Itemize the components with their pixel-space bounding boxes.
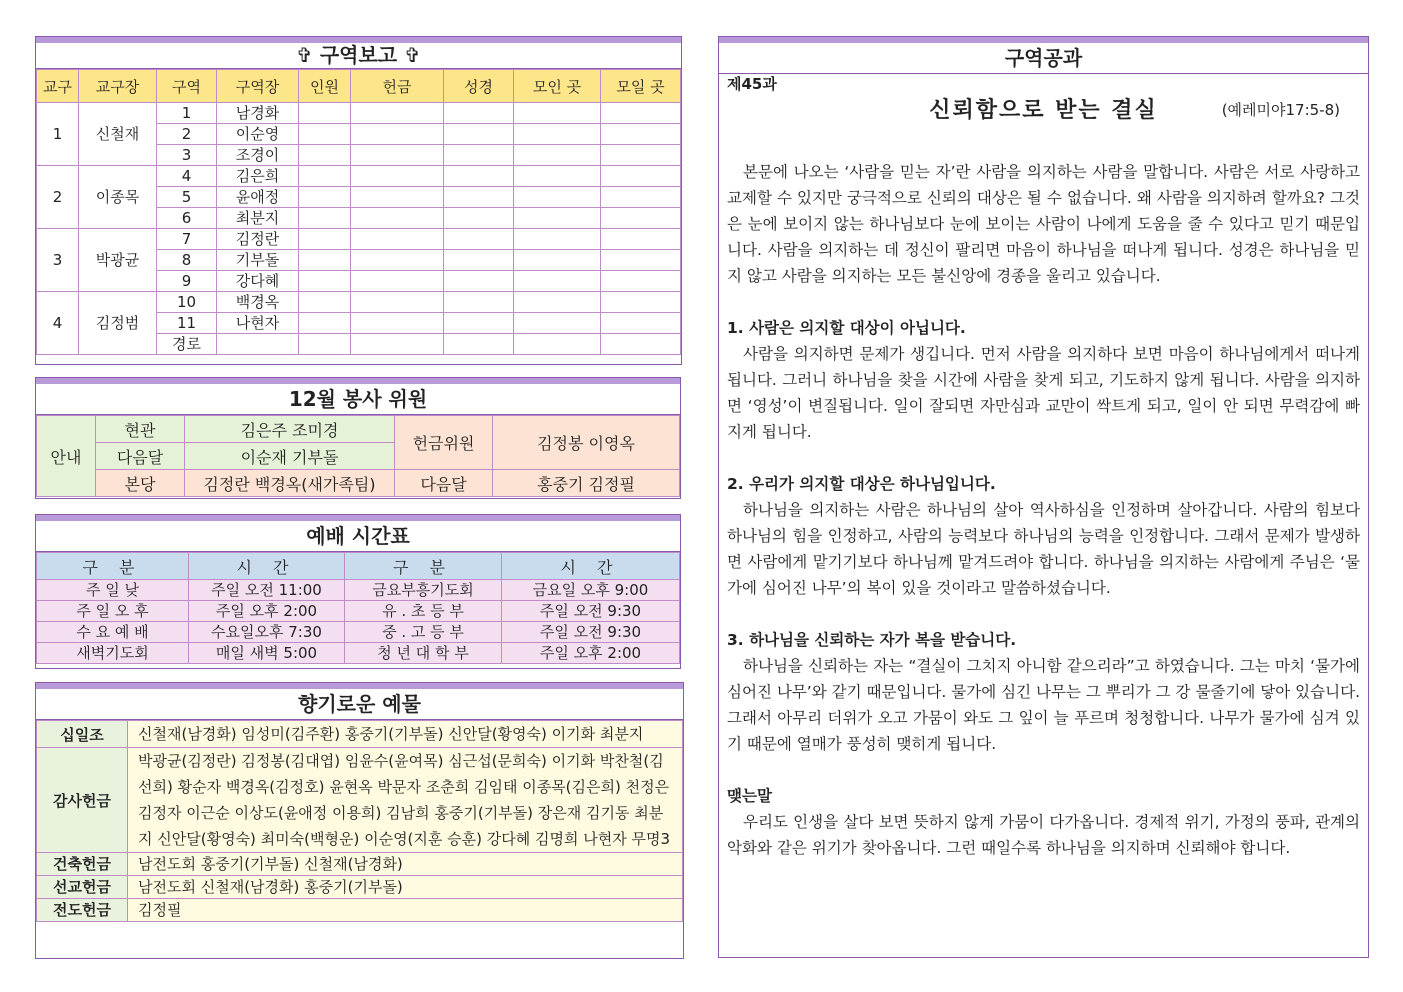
worship-schedule-title: 예배 시간표 (36, 521, 680, 552)
table-header-row (37, 553, 680, 580)
bible-cell[interactable] (444, 313, 514, 334)
service-name: 주 일 오 후 (37, 601, 189, 622)
header-cell: 시 간 (502, 553, 680, 580)
zone-number: 6 (157, 208, 217, 229)
table-header-row (37, 70, 681, 103)
zone-leader: 백경옥 (217, 292, 299, 313)
table-row (37, 899, 683, 922)
zone-leader: 남경화 (217, 103, 299, 124)
zone-number: 1 (157, 103, 217, 124)
table-row (37, 580, 680, 601)
district-report-title: ✞ 구역보고 ✞ (36, 43, 681, 69)
bible-cell[interactable] (444, 145, 514, 166)
service-name: 수 요 예 배 (37, 622, 189, 643)
attendance-cell[interactable] (299, 250, 351, 271)
header-cell: 구 분 (345, 553, 502, 580)
met-place-cell[interactable] (514, 145, 601, 166)
zone-leader: 강다혜 (217, 271, 299, 292)
offering-type: 감사헌금 (37, 748, 128, 853)
header-cell: 구 분 (37, 553, 189, 580)
section-heading: 2. 우리가 의지할 대상은 하나님입니다. (727, 475, 996, 493)
zone-leader (217, 334, 299, 355)
offering-names: 신철재(남경화) 임성미(김주환) 홍중기(기부돌) 신안달(황영숙) 이기화 최분지 (128, 721, 683, 748)
attendance-cell[interactable] (299, 208, 351, 229)
service-time: 주일 오전 9:30 (502, 601, 680, 622)
zone-leader: 김은희 (217, 166, 299, 187)
table-row (37, 292, 681, 313)
header-cell: 헌금 (351, 70, 444, 103)
header-cell: 모인 곳 (514, 70, 601, 103)
offering-type: 전도헌금 (37, 899, 128, 922)
offering-cell[interactable] (351, 250, 444, 271)
zone-leader: 기부돌 (217, 250, 299, 271)
next-place-cell[interactable] (601, 145, 681, 166)
bible-cell[interactable] (444, 334, 514, 355)
service-time: 금요일 오후 9:00 (502, 580, 680, 601)
table-row (37, 229, 681, 250)
offering-cell[interactable] (351, 208, 444, 229)
next-place-cell[interactable] (601, 313, 681, 334)
table-row (37, 643, 680, 664)
offering-type: 십일조 (37, 721, 128, 748)
table-row (37, 103, 681, 124)
guide-label: 안내 (37, 416, 96, 497)
section-heading: 1. 사람은 의지할 대상이 아닙니다. (727, 319, 966, 337)
zone-number: 8 (157, 250, 217, 271)
role-label: 본당 (96, 470, 185, 497)
parish-number: 4 (37, 292, 79, 355)
offering-cell[interactable] (351, 103, 444, 124)
offering-committee-label: 헌금위원 (395, 416, 493, 470)
table-row (37, 166, 681, 187)
district-report-panel (35, 36, 682, 365)
zone-number: 10 (157, 292, 217, 313)
bible-cell[interactable] (444, 124, 514, 145)
member-names: 이순재 기부돌 (185, 443, 395, 470)
zone-number: 3 (157, 145, 217, 166)
lesson-title: 신뢰함으로 받는 결실 (929, 98, 1158, 123)
bible-cell[interactable] (444, 103, 514, 124)
zone-leader: 김정란 (217, 229, 299, 250)
header-cell: 교구장 (79, 70, 157, 103)
zone-number: 7 (157, 229, 217, 250)
service-committee-panel (35, 377, 681, 499)
bible-cell[interactable] (444, 166, 514, 187)
attendance-cell[interactable] (299, 271, 351, 292)
role-label: 현관 (96, 416, 185, 443)
offering-type: 선교헌금 (37, 876, 128, 899)
parish-number: 2 (37, 166, 79, 229)
offerings-table (36, 720, 683, 922)
member-names: 김은주 조미경 (185, 416, 395, 443)
attendance-cell[interactable] (299, 292, 351, 313)
next-place-cell[interactable] (601, 103, 681, 124)
next-place-cell[interactable] (601, 208, 681, 229)
header-cell: 모일 곳 (601, 70, 681, 103)
offering-names: 박광균(김정란) 김정봉(김대엽) 임윤수(윤여목) 심근섭(문희숙) 이기화 박찬철(김선희) 황순자 백경옥(김정호) 윤현옥 박문자 조춘희 김임태 이종목(김은희) 천정은 김정자 이근순 이상도(윤애정 이용희) 김남희 홍중기(기부돌) 장은재 김기동 최분지 신안달(황영숙) 최미숙(백형운) 이순영(지훈 승훈) 강다혜 김명희 나현자 무명3 (128, 748, 683, 853)
zone-number: 9 (157, 271, 217, 292)
bible-cell[interactable] (444, 187, 514, 208)
met-place-cell[interactable] (514, 103, 601, 124)
offering-cell[interactable] (351, 271, 444, 292)
parish-leader: 신철재 (79, 103, 157, 166)
attendance-cell[interactable] (299, 313, 351, 334)
district-lesson-panel (718, 36, 1369, 958)
district-report-table (36, 69, 681, 355)
service-time: 수요일오후 7:30 (189, 622, 345, 643)
table-row (37, 748, 683, 853)
next-place-cell[interactable] (601, 292, 681, 313)
next-place-cell[interactable] (601, 334, 681, 355)
offering-cell[interactable] (351, 229, 444, 250)
service-committee-table (36, 415, 680, 497)
bible-cell[interactable] (444, 250, 514, 271)
next-place-cell[interactable] (601, 166, 681, 187)
offerings-panel (35, 682, 684, 959)
header-cell: 구역장 (217, 70, 299, 103)
member-names: 김정란 백경옥(새가족팀) (185, 470, 395, 497)
service-name: 중 . 고 등 부 (345, 622, 502, 643)
met-place-cell[interactable] (514, 166, 601, 187)
service-time: 주일 오전 9:30 (502, 622, 680, 643)
header-cell: 성경 (444, 70, 514, 103)
offering-cell[interactable] (351, 124, 444, 145)
next-place-cell[interactable] (601, 250, 681, 271)
met-place-cell[interactable] (514, 208, 601, 229)
offering-names: 김정필 (128, 899, 683, 922)
zone-leader: 최분지 (217, 208, 299, 229)
attendance-cell[interactable] (299, 166, 351, 187)
next-month-label: 다음달 (395, 470, 493, 497)
service-committee-title: 12월 봉사 위원 (36, 384, 680, 415)
service-time: 주일 오후 2:00 (502, 643, 680, 664)
bible-cell[interactable] (444, 229, 514, 250)
table-row (37, 601, 680, 622)
service-time: 주일 오후 2:00 (189, 601, 345, 622)
closing-heading: 맺는말 (727, 787, 772, 805)
section-paragraph: 하나님을 신뢰하는 자는 “결실이 그치지 아니함 같으리라”고 하였습니다. 그는 마치 ‘물가에 심어진 나무’와 같기 때문입니다. 물가에 심긴 나무는 그 뿌리가 그 강 물줄기에 닿아 있습니다. 그래서 아무리 더위가 오고 가뭄이 와도 그 잎이 늘 푸르며 청청합니다. 나무가 물가에 심겨 있기 때문에 열매가 풍성히 맺히게 됩니다. (727, 657, 1360, 753)
service-name: 주 일 낮 (37, 580, 189, 601)
next-place-cell[interactable] (601, 229, 681, 250)
offering-cell[interactable] (351, 334, 444, 355)
met-place-cell[interactable] (514, 250, 601, 271)
scripture-reference: (예레미야17:5-8) (1221, 101, 1340, 119)
service-time: 주일 오전 11:00 (189, 580, 345, 601)
next-month-names: 홍중기 김정필 (493, 470, 680, 497)
lesson-body (727, 159, 1360, 887)
parish-leader: 이종목 (79, 166, 157, 229)
table-row (37, 622, 680, 643)
section-heading: 3. 하나님을 신뢰하는 자가 복을 받습니다. (727, 631, 1017, 649)
offering-cell[interactable] (351, 166, 444, 187)
parish-leader: 김정범 (79, 292, 157, 355)
bible-cell[interactable] (444, 292, 514, 313)
met-place-cell[interactable] (514, 124, 601, 145)
met-place-cell[interactable] (514, 229, 601, 250)
worship-schedule-panel (35, 514, 681, 669)
header-cell: 구역 (157, 70, 217, 103)
header-cell: 교구 (37, 70, 79, 103)
bible-cell[interactable] (444, 271, 514, 292)
parish-number: 1 (37, 103, 79, 166)
zone-number: 2 (157, 124, 217, 145)
parish-number: 3 (37, 229, 79, 292)
zone-leader: 조경이 (217, 145, 299, 166)
service-time: 매일 새벽 5:00 (189, 643, 345, 664)
attendance-cell[interactable] (299, 145, 351, 166)
offering-committee-names: 김정봉 이영옥 (493, 416, 680, 470)
zone-number: 경로 (157, 334, 217, 355)
met-place-cell[interactable] (514, 187, 601, 208)
attendance-cell[interactable] (299, 187, 351, 208)
attendance-cell[interactable] (299, 124, 351, 145)
offering-cell[interactable] (351, 313, 444, 334)
service-name: 새벽기도회 (37, 643, 189, 664)
parish-leader: 박광균 (79, 229, 157, 292)
zone-leader: 이순영 (217, 124, 299, 145)
service-name: 청 년 대 학 부 (345, 643, 502, 664)
table-row (37, 853, 683, 876)
met-place-cell[interactable] (514, 313, 601, 334)
table-row (37, 470, 680, 497)
attendance-cell[interactable] (299, 229, 351, 250)
service-name: 금요부흥기도회 (345, 580, 502, 601)
offerings-title: 향기로운 예물 (36, 689, 683, 720)
closing-paragraph: 우리도 인생을 살다 보면 뜻하지 않게 가뭄이 다가옵니다. 경제적 위기, 가정의 풍파, 관계의 악화와 같은 위기가 찾아옵니다. 그런 때일수록 하나님을 의지하며 신뢰해야 합니다. (727, 813, 1360, 857)
table-row (37, 876, 683, 899)
lesson-number: 제45과 (727, 75, 777, 93)
offering-cell[interactable] (351, 145, 444, 166)
table-row (37, 416, 680, 443)
offering-cell[interactable] (351, 292, 444, 313)
header-cell: 인원 (299, 70, 351, 103)
role-label: 다음달 (96, 443, 185, 470)
worship-schedule-table (36, 552, 680, 664)
offering-names: 남전도회 홍중기(기부돌) 신철재(남경화) (128, 853, 683, 876)
table-row (37, 721, 683, 748)
next-place-cell[interactable] (601, 124, 681, 145)
met-place-cell[interactable] (514, 271, 601, 292)
service-name: 유 . 초 등 부 (345, 601, 502, 622)
zone-leader: 윤애정 (217, 187, 299, 208)
district-lesson-title: 구역공과 (719, 43, 1368, 74)
offering-type: 건축헌금 (37, 853, 128, 876)
attendance-cell[interactable] (299, 103, 351, 124)
offering-names: 남전도회 신철재(남경화) 홍중기(기부돌) (128, 876, 683, 899)
intro-paragraph: 본문에 나오는 ‘사람을 믿는 자’란 사람을 의지하는 사람을 말합니다. 사람은 서로 사랑하고 교제할 수 있지만 궁극적으로 신뢰의 대상은 될 수 없습니다. 왜 사람을 의지하려 할까요? 그것은 눈에 보이지 않는 하나님보다 눈에 보이는 사람이 나에게 도움을 줄 수 있다고 믿기 때문입니다. 사람을 의지하는 데 정신이 팔리면 마음이 하나님을 떠나게 됩니다. 성경은 하나님을 믿지 않고 사람을 의지하는 모든 불신앙에 경종을 울리고 있습니다. (727, 163, 1360, 285)
zone-number: 4 (157, 166, 217, 187)
zone-number: 11 (157, 313, 217, 334)
header-cell: 시 간 (189, 553, 345, 580)
section-paragraph: 사람을 의지하면 문제가 생깁니다. 먼저 사람을 의지하다 보면 마음이 하나님에게서 떠나게 됩니다. 그러니 하나님을 찾을 시간에 사람을 찾게 되고, 기도하지 않게 됩니다. 사람을 의지하면 ‘영성’이 변질됩니다. 일이 잘되면 자만심과 교만이 싹트게 되고, 일이 안 되면 무력감에 빠지게 됩니다. (727, 345, 1360, 441)
section-paragraph: 하나님을 의지하는 사람은 하나님의 살아 역사하심을 인정하며 살아갑니다. 사람의 힘보다 하나님의 힘을 인정하고, 사람의 능력보다 하나님의 능력을 인정합니다. 그래서 문제가 발생하면 사람에게 맡기기보다 하나님께 맡겨드려야 합니다. 하나님을 의지하는 사람에게 주님은 ‘물가에 심어진 나무’의 복이 있을 것이라고 말씀하셨습니다. (727, 501, 1360, 597)
next-place-cell[interactable] (601, 187, 681, 208)
zone-number: 5 (157, 187, 217, 208)
offering-cell[interactable] (351, 187, 444, 208)
met-place-cell[interactable] (514, 334, 601, 355)
next-place-cell[interactable] (601, 271, 681, 292)
met-place-cell[interactable] (514, 292, 601, 313)
zone-leader: 나현자 (217, 313, 299, 334)
attendance-cell[interactable] (299, 334, 351, 355)
bible-cell[interactable] (444, 208, 514, 229)
